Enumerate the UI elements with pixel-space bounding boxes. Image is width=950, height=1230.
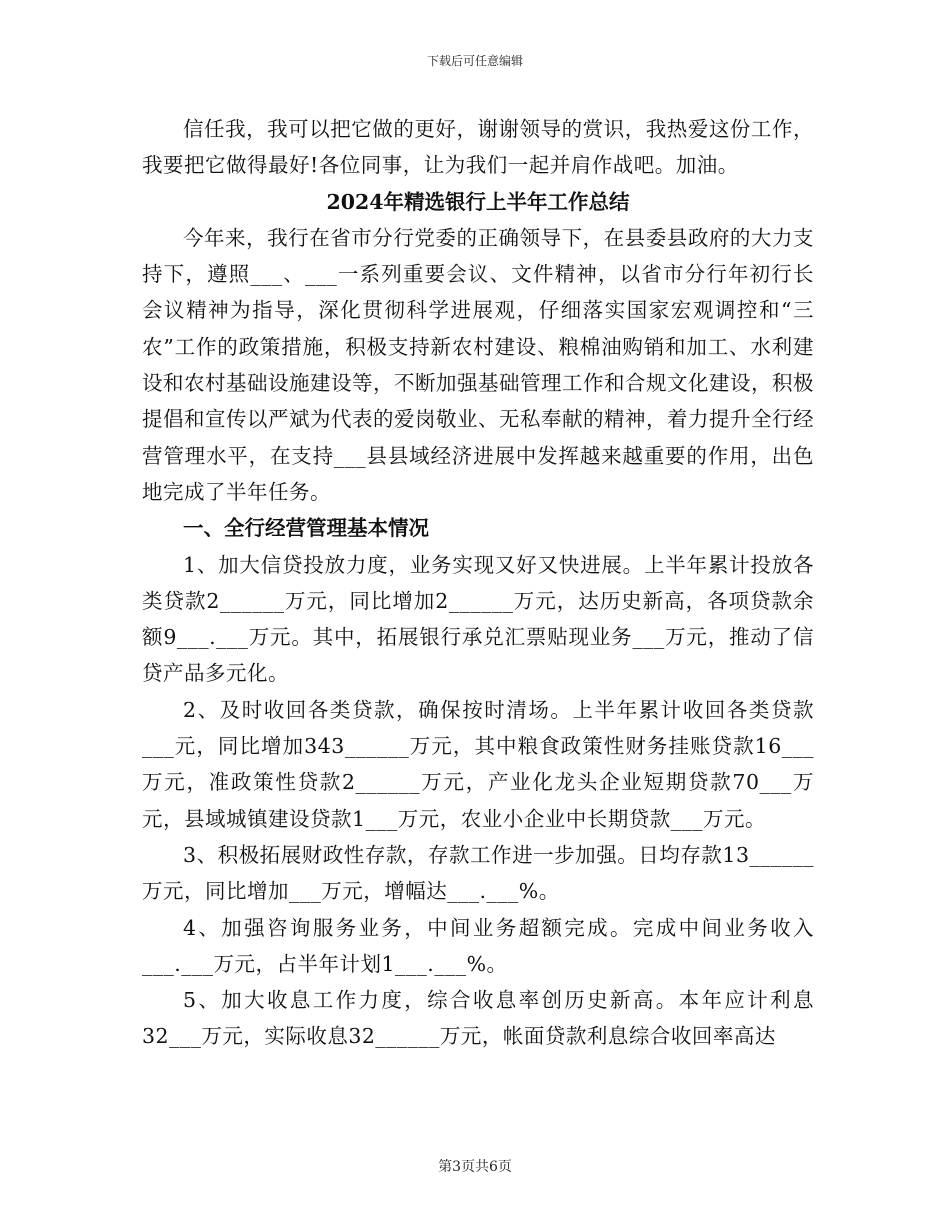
document-title: 2024年精选银行上半年工作总结 — [326, 189, 630, 214]
summary-paragraph: 今年来，我行在省市分行党委的正确领导下，在县委县政府的大力支持下，遵照___、___一系列重要会议、文件精神，以省市分行年初行长会议精神为指导，深化贯彻科学进展观，仔细落实国家宏观调控和“三农”工作的政策措施，积极支持新农村建设、粮棉油购销和加工、水利建设和农村基础设施建设等，不断加强基础管理工作和合规文化建设，积极提倡和宣传以严斌为代表的爱岗敬业、无私奉献的精神，着力提升全行经营管理水平，在支持___县县域经济进展中发挥越来越重要的作用，出色地完成了半年任务。 — [142, 225, 814, 504]
document-body — [142, 111, 814, 1055]
list-item-1: 1、加大信贷投放力度，业务实现又好又快进展。上半年累计投放各类贷款2______万元，同比增加2______万元，达历史新高，各项贷款余额9___.___万元。其中，拓展银行承兑汇票贴现业务___万元，推动了信贷产品多元化。 — [142, 552, 814, 686]
section-heading: 一、全行经营管理基本情况 — [183, 516, 429, 541]
list-item-3: 3、积极拓展财政性存款，存款工作进一步加强。日均存款13______万元，同比增加___万元，增幅达___.___%。 — [142, 842, 814, 904]
list-item-4: 4、加强咨询服务业务，中间业务超额完成。完成中间业务收入___.___万元，占半年计划1___.___%。 — [142, 915, 814, 976]
page-number-footer: 第3页共6页 — [438, 1159, 512, 1175]
page-header-note: 下载后可任意编辑 — [426, 54, 523, 68]
list-item-5: 5、加大收息工作力度，综合收息率创历史新高。本年应计利息32___万元，实际收息32______万元，帐面贷款利息综合收回率高达 — [142, 988, 814, 1049]
list-item-2: 2、及时收回各类贷款，确保按时清场。上半年累计收回各类贷款___元，同比增加343______万元，其中粮食政策性财务挂账贷款16___万元，准政策性贷款2______万元，产业化龙头企业短期贷款70___万元，县域城镇建设贷款1___万元，农业小企业中长期贷款___万元。 — [142, 697, 814, 831]
intro-paragraph: 信任我，我可以把它做的更好，谢谢领导的赏识，我热爱这份工作，我要把它做得最好!各位同事，让为我们一起并肩作战吧。加油。 — [142, 117, 814, 178]
